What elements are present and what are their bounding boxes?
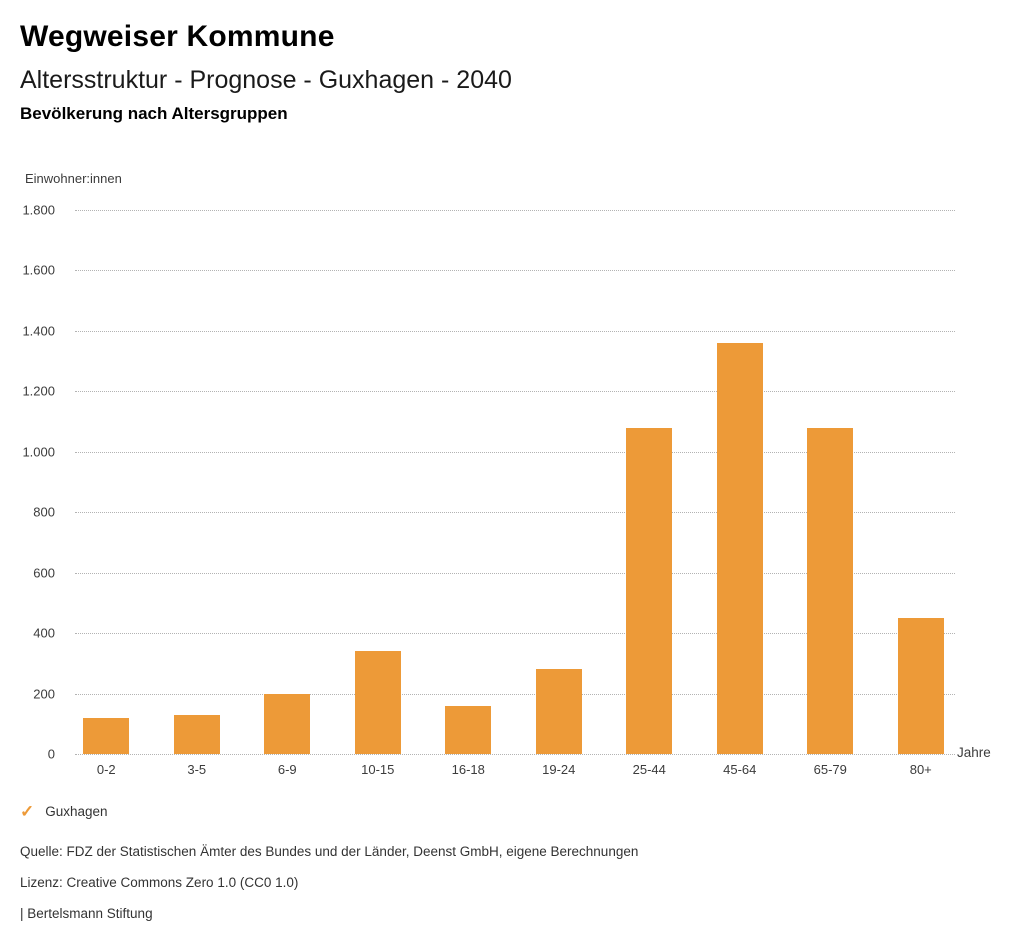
check-icon: ✓	[20, 802, 35, 821]
y-gridline	[75, 754, 955, 755]
y-gridline	[75, 270, 955, 271]
x-tick-label: 45-64	[723, 762, 757, 777]
x-tick-label: 19-24	[542, 762, 576, 777]
y-tick-label: 0	[47, 746, 55, 762]
y-tick-label: 1.600	[22, 262, 55, 278]
legend-label: Guxhagen	[45, 804, 108, 819]
source-text: Quelle: FDZ der Statistischen Ämter des Bundes und der Länder, Deenst GmbH, eigene Berechnungen	[20, 844, 639, 859]
y-axis-title: Einwohner:innen	[25, 171, 122, 186]
bars-layer	[61, 210, 966, 777]
attribution-text: | Bertelsmann Stiftung	[20, 906, 153, 921]
bar-3-5[interactable]	[174, 715, 220, 754]
y-tick-label: 1.800	[22, 202, 55, 218]
y-gridline	[75, 331, 955, 332]
y-tick-label: 200	[33, 686, 55, 702]
y-tick-label: 800	[33, 504, 55, 520]
y-tick-label: 400	[33, 625, 55, 641]
x-tick-label: 25-44	[632, 762, 666, 777]
bar-80+[interactable]	[898, 618, 944, 754]
bar-16-18[interactable]	[445, 706, 491, 754]
page-title: Wegweiser Kommune	[20, 20, 335, 53]
bar-65-79[interactable]	[807, 428, 853, 754]
y-tick-label: 1.000	[22, 444, 55, 460]
bar-10-15[interactable]	[355, 651, 401, 754]
bar-19-24[interactable]	[536, 669, 582, 754]
license-text: Lizenz: Creative Commons Zero 1.0 (CC0 1.0)	[20, 875, 299, 890]
bar-6-9[interactable]	[264, 694, 310, 754]
bar-45-64[interactable]	[717, 343, 763, 754]
y-tick-label: 600	[33, 565, 55, 581]
x-tick-label: 80+	[909, 762, 932, 777]
x-tick-label: 3-5	[187, 762, 207, 777]
chart-subtitle: Altersstruktur - Prognose - Guxhagen - 2040	[20, 66, 512, 94]
y-gridline	[75, 391, 955, 392]
bar-25-44[interactable]	[626, 428, 672, 754]
x-axis-unit-label: Jahre	[957, 745, 991, 760]
y-tick-label: 1.400	[22, 323, 55, 339]
x-tick-label: 6-9	[277, 762, 297, 777]
y-tick-label: 1.200	[22, 383, 55, 399]
legend[interactable]	[20, 803, 108, 820]
x-tick-label: 65-79	[813, 762, 847, 777]
x-tick-label: 16-18	[451, 762, 485, 777]
bar-0-2[interactable]	[83, 718, 129, 754]
plot-area	[75, 210, 955, 777]
x-tick-label: 0-2	[96, 762, 116, 777]
y-gridline	[75, 210, 955, 211]
y-axis-ticks	[0, 202, 55, 762]
x-tick-label: 10-15	[361, 762, 395, 777]
chart-heading: Bevölkerung nach Altersgruppen	[20, 104, 288, 123]
